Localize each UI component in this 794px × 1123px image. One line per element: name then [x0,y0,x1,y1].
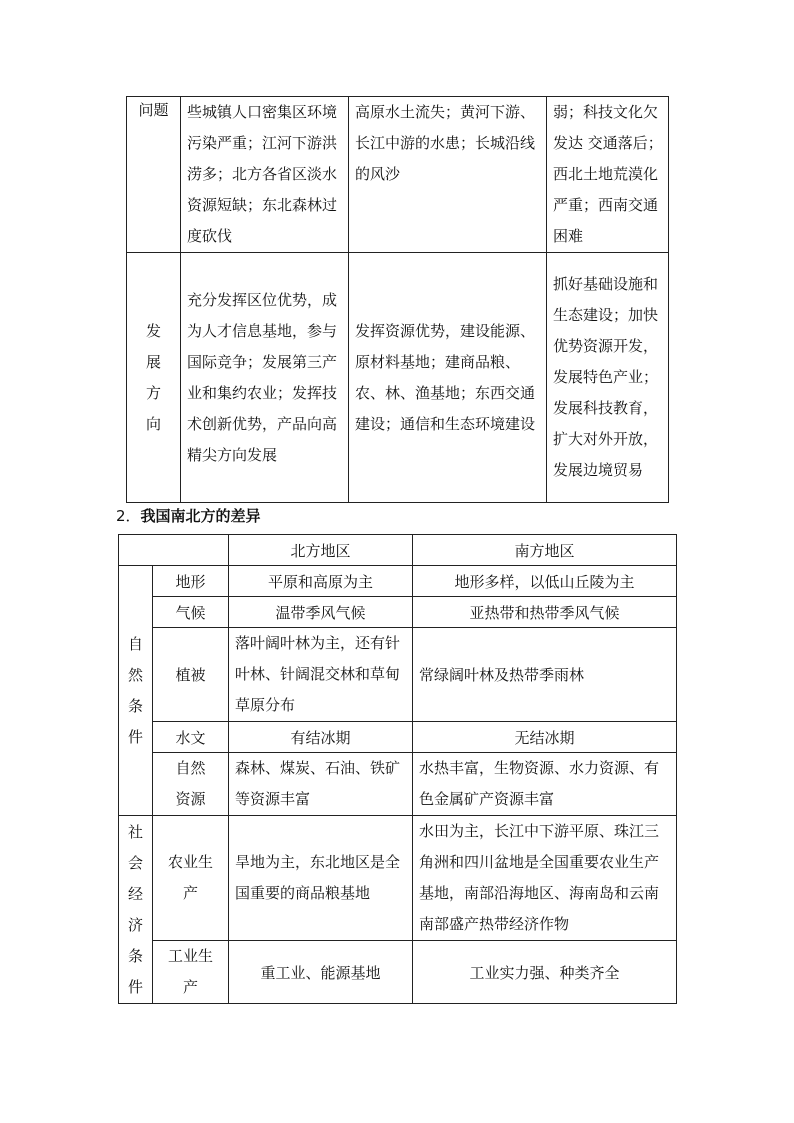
table-cell: 亚热带和热带季风气候 [413,597,677,628]
table-cell: 弱；科技文化欠发达 交通落后；西北土地荒漠化严重；西南交通困难 [547,97,669,253]
row-label: 农业生产 [153,816,229,941]
section-title: 我国南北方的差异 [140,507,261,525]
table-cell: 抓好基础设施和生态建设；加快优势资源开发，发展特色产业；发展科技教育，扩大对外开放，发展边境贸易 [547,253,669,503]
row-label: 工业生产 [153,941,229,1004]
table-row [119,628,677,722]
table-cell: 充分发挥区位优势，成为人才信息基地，参与国际竞争；发展第三产业和集约农业；发挥技术创新优势，产品向高精尖方向发展 [181,253,349,503]
table-cell: 常绿阔叶林及热带季雨林 [413,628,677,722]
table-row [119,597,677,628]
table-row [119,566,677,597]
section-heading [116,504,261,528]
table-cell: 森林、煤炭、石油、铁矿等资源丰富 [229,753,413,816]
table-header-row [119,535,677,566]
table-row [127,97,669,253]
table-cell: 工业实力强、种类齐全 [413,941,677,1004]
row-label: 气候 [153,597,229,628]
table-cell: 地形多样，以低山丘陵为主 [413,566,677,597]
table-cell: 重工业、能源基地 [229,941,413,1004]
header-empty-cell [119,535,229,566]
table-row [119,753,677,816]
group-label-natural: 自然条件 [119,566,153,816]
table-cell: 水热丰富，生物资源、水力资源、有色金属矿产资源丰富 [413,753,677,816]
group-label-social: 社会经济条件 [119,816,153,1004]
header-north: 北方地区 [229,535,413,566]
table-cell: 水田为主，长江中下游平原、珠江三角洲和四川盆地是全国重要农业生产基地，南部沿海地区、海南岛和云南南部盛产热带经济作物 [413,816,677,941]
row-label: 地形 [153,566,229,597]
row-label: 自然资源 [153,753,229,816]
regional-development-table [126,96,669,503]
table-cell: 温带季风气候 [229,597,413,628]
table-row [119,816,677,941]
table-cell: 无结冰期 [413,722,677,753]
row-label-problems: 问题 [127,97,181,253]
section-number: 2． [116,507,141,525]
row-label-direction: 发展方向 [127,253,181,503]
table-cell: 发挥资源优势，建设能源、原材料基地；建商品粮、农、林、渔基地；东西交通建设；通信和生态环境建设 [349,253,547,503]
table-row [119,722,677,753]
table-row [127,253,669,503]
table-cell: 有结冰期 [229,722,413,753]
north-south-differences-table [118,534,677,1004]
table-cell: 高原水土流失；黄河下游、长江中游的水患；长城沿线的风沙 [349,97,547,253]
table-row [119,941,677,1004]
table-cell: 旱地为主，东北地区是全国重要的商品粮基地 [229,816,413,941]
row-label: 水文 [153,722,229,753]
header-south: 南方地区 [413,535,677,566]
table-cell: 落叶阔叶林为主，还有针叶林、针阔混交林和草甸草原分布 [229,628,413,722]
table-cell: 平原和高原为主 [229,566,413,597]
row-label: 植被 [153,628,229,722]
table-cell: 些城镇人口密集区环境污染严重；江河下游洪涝多；北方各省区淡水资源短缺；东北森林过度砍伐 [181,97,349,253]
